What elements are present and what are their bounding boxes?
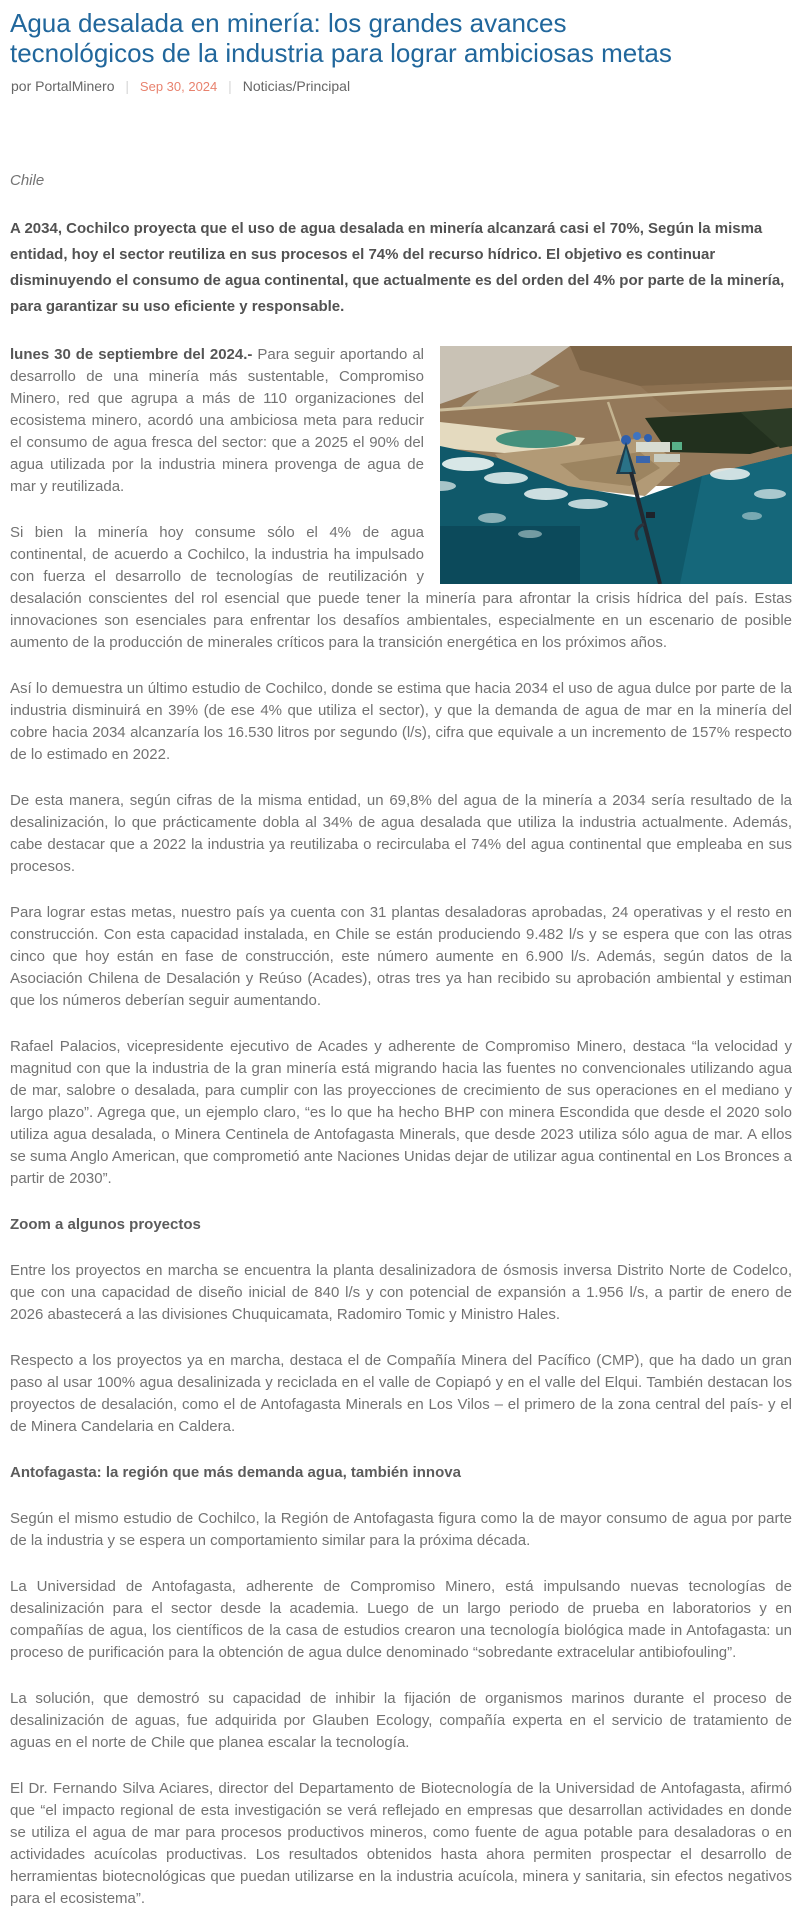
article-paragraph: Así lo demuestra un último estudio de Cochilco, donde se estima que hacia 2034 el uso de agua dulce por parte de la industria disminuirá en 39% (de ese 4% que utiliza el sector), y que la demanda de agua de mar en la minería del cobre hacia 2034 alcanzaría los 16.530 litros por segundo (l/s), cifra que equivale a un incremento de 157% respecto de lo estimado en 2022. xyxy=(10,680,792,764)
dateline-text: Para seguir aportando al desarrollo de una minería más sustentable, Compromiso Minero, red que agrupa a más de 110 organizaciones del ecosistema minero, acordó una ambiciosa meta para reducir el consumo de agua fresca del sector: que a 2025 el 90% del agua utilizada por la industria minera provenga de agua de mar y reutilizada. xyxy=(10,346,424,496)
article-paragraph: Para lograr estas metas, nuestro país ya cuenta con 31 plantas desaladoras aprobadas, 24 operativas y el resto en construcción. Con esta capacidad instalada, en Chile se están produciendo 9.482 l/s y se espera que con las otras cinco que hoy están en fase de construcción, este número aumente en 6.900 l/s. Además, según datos de la Asociación Chilena de Desalación y Reúso (Acades), otras tres ya han recibido su aprobación ambiental y estiman que los números deberían seguir aumentando. xyxy=(10,904,792,1010)
category-link[interactable]: Noticias/Principal xyxy=(242,78,351,95)
lead-paragraph: A 2034, Cochilco proyecta que el uso de agua desalada en minería alcanzará casi el 70%, Según la misma entidad, hoy el sector reutiliza en sus procesos el 74% del recurso hídrico. El objetivo es continuar disminuyendo el consumo de agua continental, que actualmente es del orden del 4% por parte de la minería, para garantizar su uso eficiente y responsable. xyxy=(10,220,785,316)
section-heading-antofagasta: Antofagasta: la región que más demanda agua, también innova xyxy=(10,1464,461,1482)
location-label: Chile xyxy=(10,172,45,190)
article-paragraph: Si bien la minería hoy consume sólo el 4% de agua continental, de acuerdo a Cochilco, la industria ha impulsado con fuerza el desarrollo de tecnologías de reutilización y desalación conscientes del rol esencial que puede tener la minería para afrontar la crisis hídrica del país. Estas innovaciones son esenciales para enfrentar los desafíos ambientales, especialmente en un escenario de posible aumento de la producción de minerales críticos para la transición energética en los próximos años. xyxy=(10,524,792,652)
meta-separator: | xyxy=(125,78,130,95)
dateline-bold: lunes 30 de septiembre del 2024.- xyxy=(10,346,253,364)
article-paragraph: La Universidad de Antofagasta, adherente de Compromiso Minero, está impulsando nuevas tecnologías de desalinización para el sector desde la academia. Luego de un largo periodo de prueba en laboratorios y en compañías de agua, los científicos de la casa de estudios crearon una tecnología biológica made in Antofagasta: un proceso de purificación para la obtención de agua dulce denominado “sobredante extracelular antibiofouling”. xyxy=(10,1578,792,1662)
post-meta xyxy=(11,78,792,94)
article-paragraph: De esta manera, según cifras de la misma entidad, un 69,8% del agua de la minería a 2034 sería resultado de la desalinización, lo que prácticamente dobla al 34% de agua desalada que utiliza la industria actualmente. Además, cabe destacar que a 2022 la industria ya reutilizaba o recirculaba el 74% del agua continental que empleaba en sus procesos. xyxy=(10,792,792,876)
article-paragraph: La solución, que demostró su capacidad de inhibir la fijación de organismos marinos durante el proceso de desalinización de aguas, fue adquirida por Glauben Ecology, compañía experta en el servicio de tratamiento de aguas en el norte de Chile que planea escalar la tecnología. xyxy=(10,1690,792,1752)
coastal-desalination-aerial-image xyxy=(440,346,792,584)
article-photo xyxy=(440,346,792,584)
article-paragraph: Rafael Palacios, vicepresidente ejecutivo de Acades y adherente de Compromiso Minero, destaca “la velocidad y magnitud con que la industria de la gran minería está migrando hacia las fuentes no convencionales utilizando agua de mar, salobre o desalada, para cumplir con las proyecciones de crecimiento de sus operaciones en el mediano y largo plazo”. Agrega que, un ejemplo claro, “es lo que ha hecho BHP con minera Escondida que desde el 2020 solo utiliza agua desalada, o Minera Centinela de Antofagasta Minerals, que desde 2023 utiliza sólo agua de mar. A ellos se suma Anglo American, que comprometió ante Naciones Unidas dejar de utilizar agua continental en Los Bronces a partir de 2030”. xyxy=(10,1038,792,1188)
section-heading-zoom-proyectos: Zoom a algunos proyectos xyxy=(10,1216,201,1234)
meta-separator: | xyxy=(228,78,232,95)
article-paragraph: Según el mismo estudio de Cochilco, la Región de Antofagasta figura como la de mayor consumo de agua por parte de la industria y se espera un comportamiento similar para la próxima década. xyxy=(10,1510,792,1550)
author-link[interactable]: PortalMinero xyxy=(35,78,115,95)
article-body xyxy=(10,170,792,1910)
article-paragraph: Entre los proyectos en marcha se encuentra la planta desalinizadora de ósmosis inversa Distrito Norte de Codelco, que con una capacidad de diseño inicial de 840 l/s y con potencial de expansión a 1.956 l/s, a partir de enero de 2026 abastecerá a las divisiones Chuquicamata, Radomiro Tomic y Ministro Hales. xyxy=(10,1262,792,1324)
post-date: Sep 30, 2024 xyxy=(139,79,218,95)
article-paragraph: Respecto a los proyectos ya en marcha, destaca el de Compañía Minera del Pacífico (CMP), que ha dado un gran paso al usar 100% agua desalinizada y reciclada en el valle de Copiapó y en el valle del Elqui. También destacan los proyectos de desalación, como el de Antofagasta Minerals en Los Vilos – el primero de la zona central del país- y el de Minera Candelaria en Caldera. xyxy=(10,1352,792,1436)
article-paragraph: El Dr. Fernando Silva Aciares, director del Departamento de Biotecnología de la Universidad de Antofagasta, afirmó que “el impacto regional de esta investigación se verá reflejado en empresas que desarrollan actividades en donde se utiliza el agua de mar para procesos productivos mineros, como fuente de agua potable para desaladoras o en actividades acuícolas productivas. Los resultados obtenidos hasta ahora permiten prospectar el desarrollo de herramientas biotecnológicas que puedan utilizarse en la industria acuícola, minera y sanitaria, sin efectos negativos para el ecosistema”. xyxy=(10,1780,792,1908)
byline-prefix: por xyxy=(11,78,32,95)
page-title: Agua desalada en minería: los grandes avances tecnológicos de la industria para lograr ambiciosas metas xyxy=(10,8,672,69)
